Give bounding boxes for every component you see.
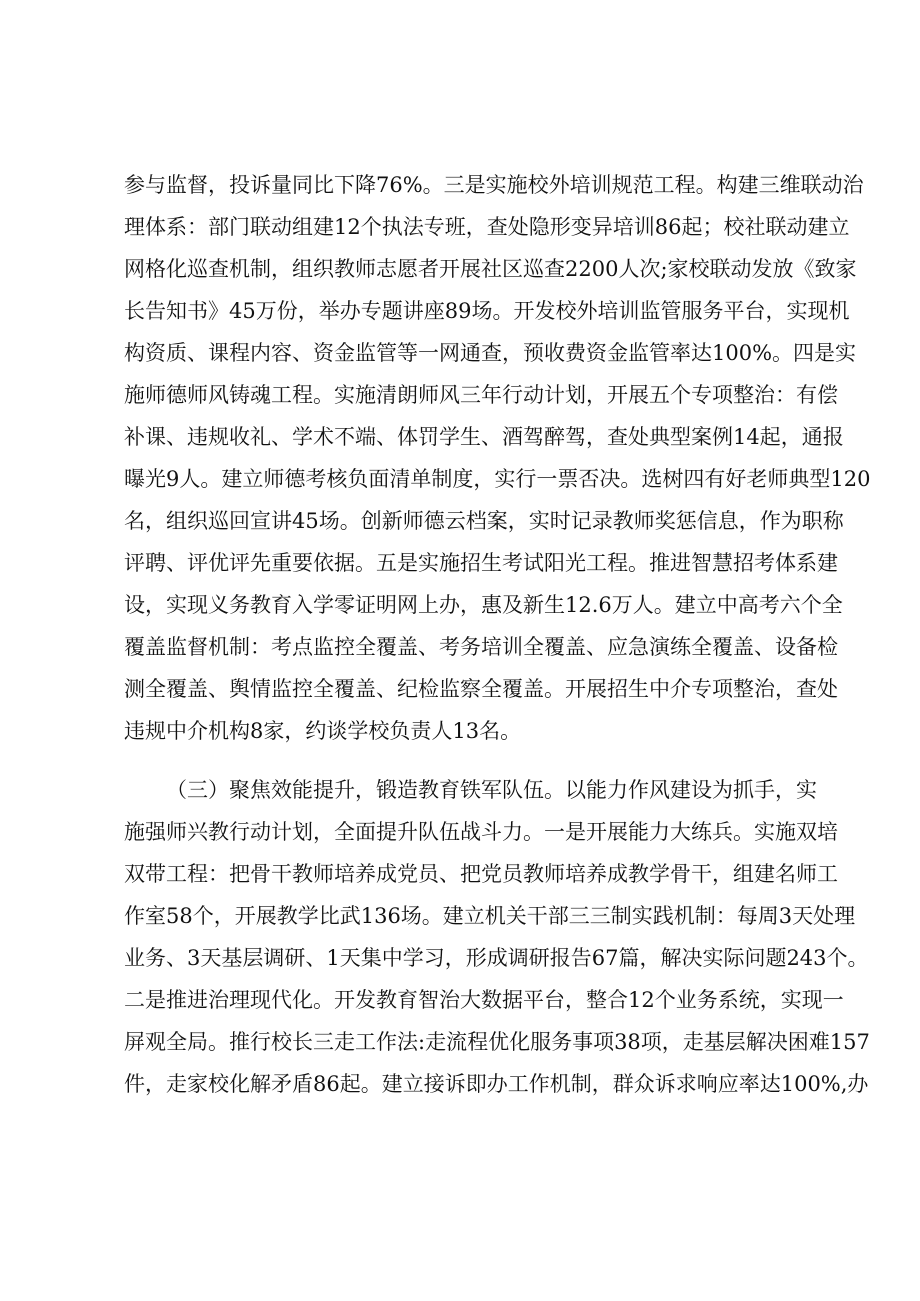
text-line: 补课、违规收礼、学术不端、体罚学生、酒驾醉驾，查处典型案例14起，通报 [124, 425, 844, 449]
text-line: 施强师兴教行动计划，全面提升队伍战斗力。一是开展能力大练兵。实施双培 [124, 820, 838, 844]
text-line: 名，组织巡回宣讲45场。创新师德云档案，实时记录教师奖惩信息，作为职称 [124, 509, 844, 533]
text-line: 作室58个，开展教学比武136场。建立机关干部三三制实践机制：每周3天处理 [124, 904, 856, 928]
text-line: 违规中介机构8家，约谈学校负责人13名。 [124, 719, 522, 743]
text-line: 件，走家校化解矛盾86起。建立接诉即办工作机制，群众诉求响应率达100%,办 [124, 1072, 869, 1096]
text-line: 测全覆盖、舆情监控全覆盖、纪检监察全覆盖。开展招生中介专项整治，查处 [124, 677, 838, 701]
text-line: 覆盖监督机制：考点监控全覆盖、考务培训全覆盖、应急演练全覆盖、设备检 [124, 635, 838, 659]
text-line: 设，实现义务教育入学零证明网上办，惠及新生12.6万人。建立中高考六个全 [124, 593, 843, 617]
text-line: （三）聚焦效能提升，锻造教育铁军队伍。以能力作风建设为抓手，实 [166, 778, 817, 802]
text-line: 长告知书》45万份，举办专题讲座89场。开发校外培训监管服务平台，实现机 [124, 299, 850, 323]
text-line: 施师德师风铸魂工程。实施清朗师风三年行动计划，开展五个专项整治：有偿 [124, 383, 838, 407]
text-line: 屏观全局。推行校长三走工作法:走流程优化服务事项38项，走基层解决困难157 [124, 1030, 870, 1054]
text-line: 双带工程：把骨干教师培养成党员、把党员教师培养成教学骨干，组建名师工 [124, 862, 838, 886]
text-line: 评聘、评优评先重要依据。五是实施招生考试阳光工程。推进智慧招考体系建 [124, 551, 838, 575]
text-line: 网格化巡查机制，组织教师志愿者开展社区巡查2200人次;家校联动发放《致家 [124, 257, 857, 281]
text-line: 构资质、课程内容、资金监管等一网通查，预收费资金监管率达100%。四是实 [124, 341, 857, 365]
text-line: 参与监督，投诉量同比下降76%。三是实施校外培训规范工程。构建三维联动治 [124, 173, 864, 197]
text-line: 曝光9人。建立师德考核负面清单制度，实行一票否决。选树四有好老师典型120 [124, 467, 871, 491]
text-line: 二是推进治理现代化。开发教育智治大数据平台，整合12个业务系统，实现一 [124, 988, 844, 1012]
text-line: 业务、3天基层调研、1天集中学习，形成调研报告67篇，解决实际问题243个。 [124, 946, 869, 970]
text-line: 理体系：部门联动组建12个执法专班，查处隐形变异培训86起；校社联动建立 [124, 215, 850, 239]
